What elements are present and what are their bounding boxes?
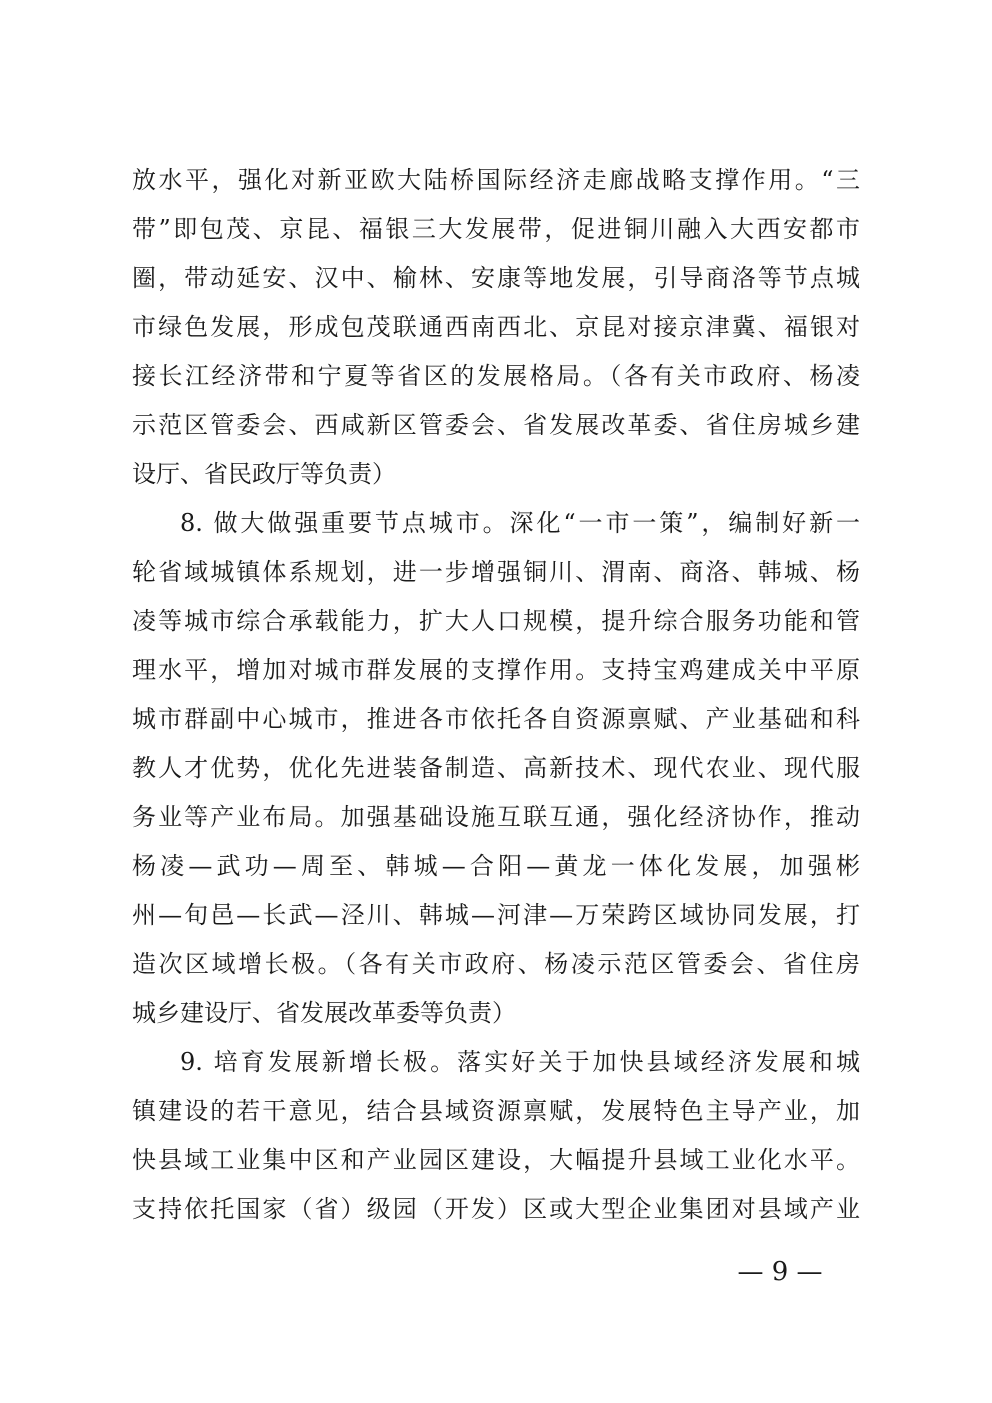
- text-line: 务业等产业布局。加强基础设施互联互通，强化经济协作，推动: [132, 803, 860, 831]
- text-line: 市绿色发展，形成包茂联通西南西北、京昆对接京津冀、福银对: [132, 313, 860, 341]
- text-line: 带”即包茂、京昆、福银三大发展带，促进铜川融入大西安都市: [132, 215, 860, 243]
- text-line: 接长江经济带和宁夏等省区的发展格局。（各有关市政府、杨凌: [132, 362, 860, 390]
- text-line: 凌等城市综合承载能力，扩大人口规模，提升综合服务功能和管: [132, 607, 860, 635]
- page-number: — 9 —: [737, 1257, 823, 1287]
- text-line: 杨凌—武功—周至、韩城—合阳—黄龙一体化发展，加强彬: [132, 852, 860, 880]
- text-line: 示范区管委会、西咸新区管委会、省发展改革委、省住房城乡建: [132, 411, 860, 439]
- text-line: 州—旬邑—长武—泾川、韩城—河津—万荣跨区域协同发展，打: [132, 901, 860, 929]
- body-text: [132, 156, 860, 1234]
- text-line: 轮省域城镇体系规划，进一步增强铜川、渭南、商洛、韩城、杨: [132, 558, 860, 586]
- text-line: 放水平，强化对新亚欧大陆桥国际经济走廊战略支撑作用。“三: [132, 166, 860, 194]
- text-line: 教人才优势，优化先进装备制造、高新技术、现代农业、现代服: [132, 754, 860, 782]
- text-line: 快县域工业集中区和产业园区建设，大幅提升县域工业化水平。: [132, 1146, 860, 1174]
- text-line: 圈，带动延安、汉中、榆林、安康等地发展，引导商洛等节点城: [132, 264, 860, 292]
- paragraph-8-first-line: 8. 做大做强重要节点城市。深化“一市一策”，编制好新一: [180, 509, 860, 537]
- text-line: 城市群副中心城市，推进各市依托各自资源禀赋、产业基础和科: [132, 705, 860, 733]
- text-line: 城乡建设厅、省发展改革委等负责）: [132, 999, 516, 1027]
- text-line: 设厅、省民政厅等负责）: [132, 460, 396, 488]
- text-line: 理水平，增加对城市群发展的支撑作用。支持宝鸡建成关中平原: [132, 656, 860, 684]
- text-line: 镇建设的若干意见，结合县域资源禀赋，发展特色主导产业，加: [132, 1097, 860, 1125]
- text-line: 造次区域增长极。（各有关市政府、杨凌示范区管委会、省住房: [132, 950, 860, 978]
- text-line: 支持依托国家（省）级园（开发）区或大型企业集团对县域产业: [132, 1195, 860, 1223]
- paragraph-9-first-line: 9. 培育发展新增长极。落实好关于加快县域经济发展和城: [180, 1048, 860, 1076]
